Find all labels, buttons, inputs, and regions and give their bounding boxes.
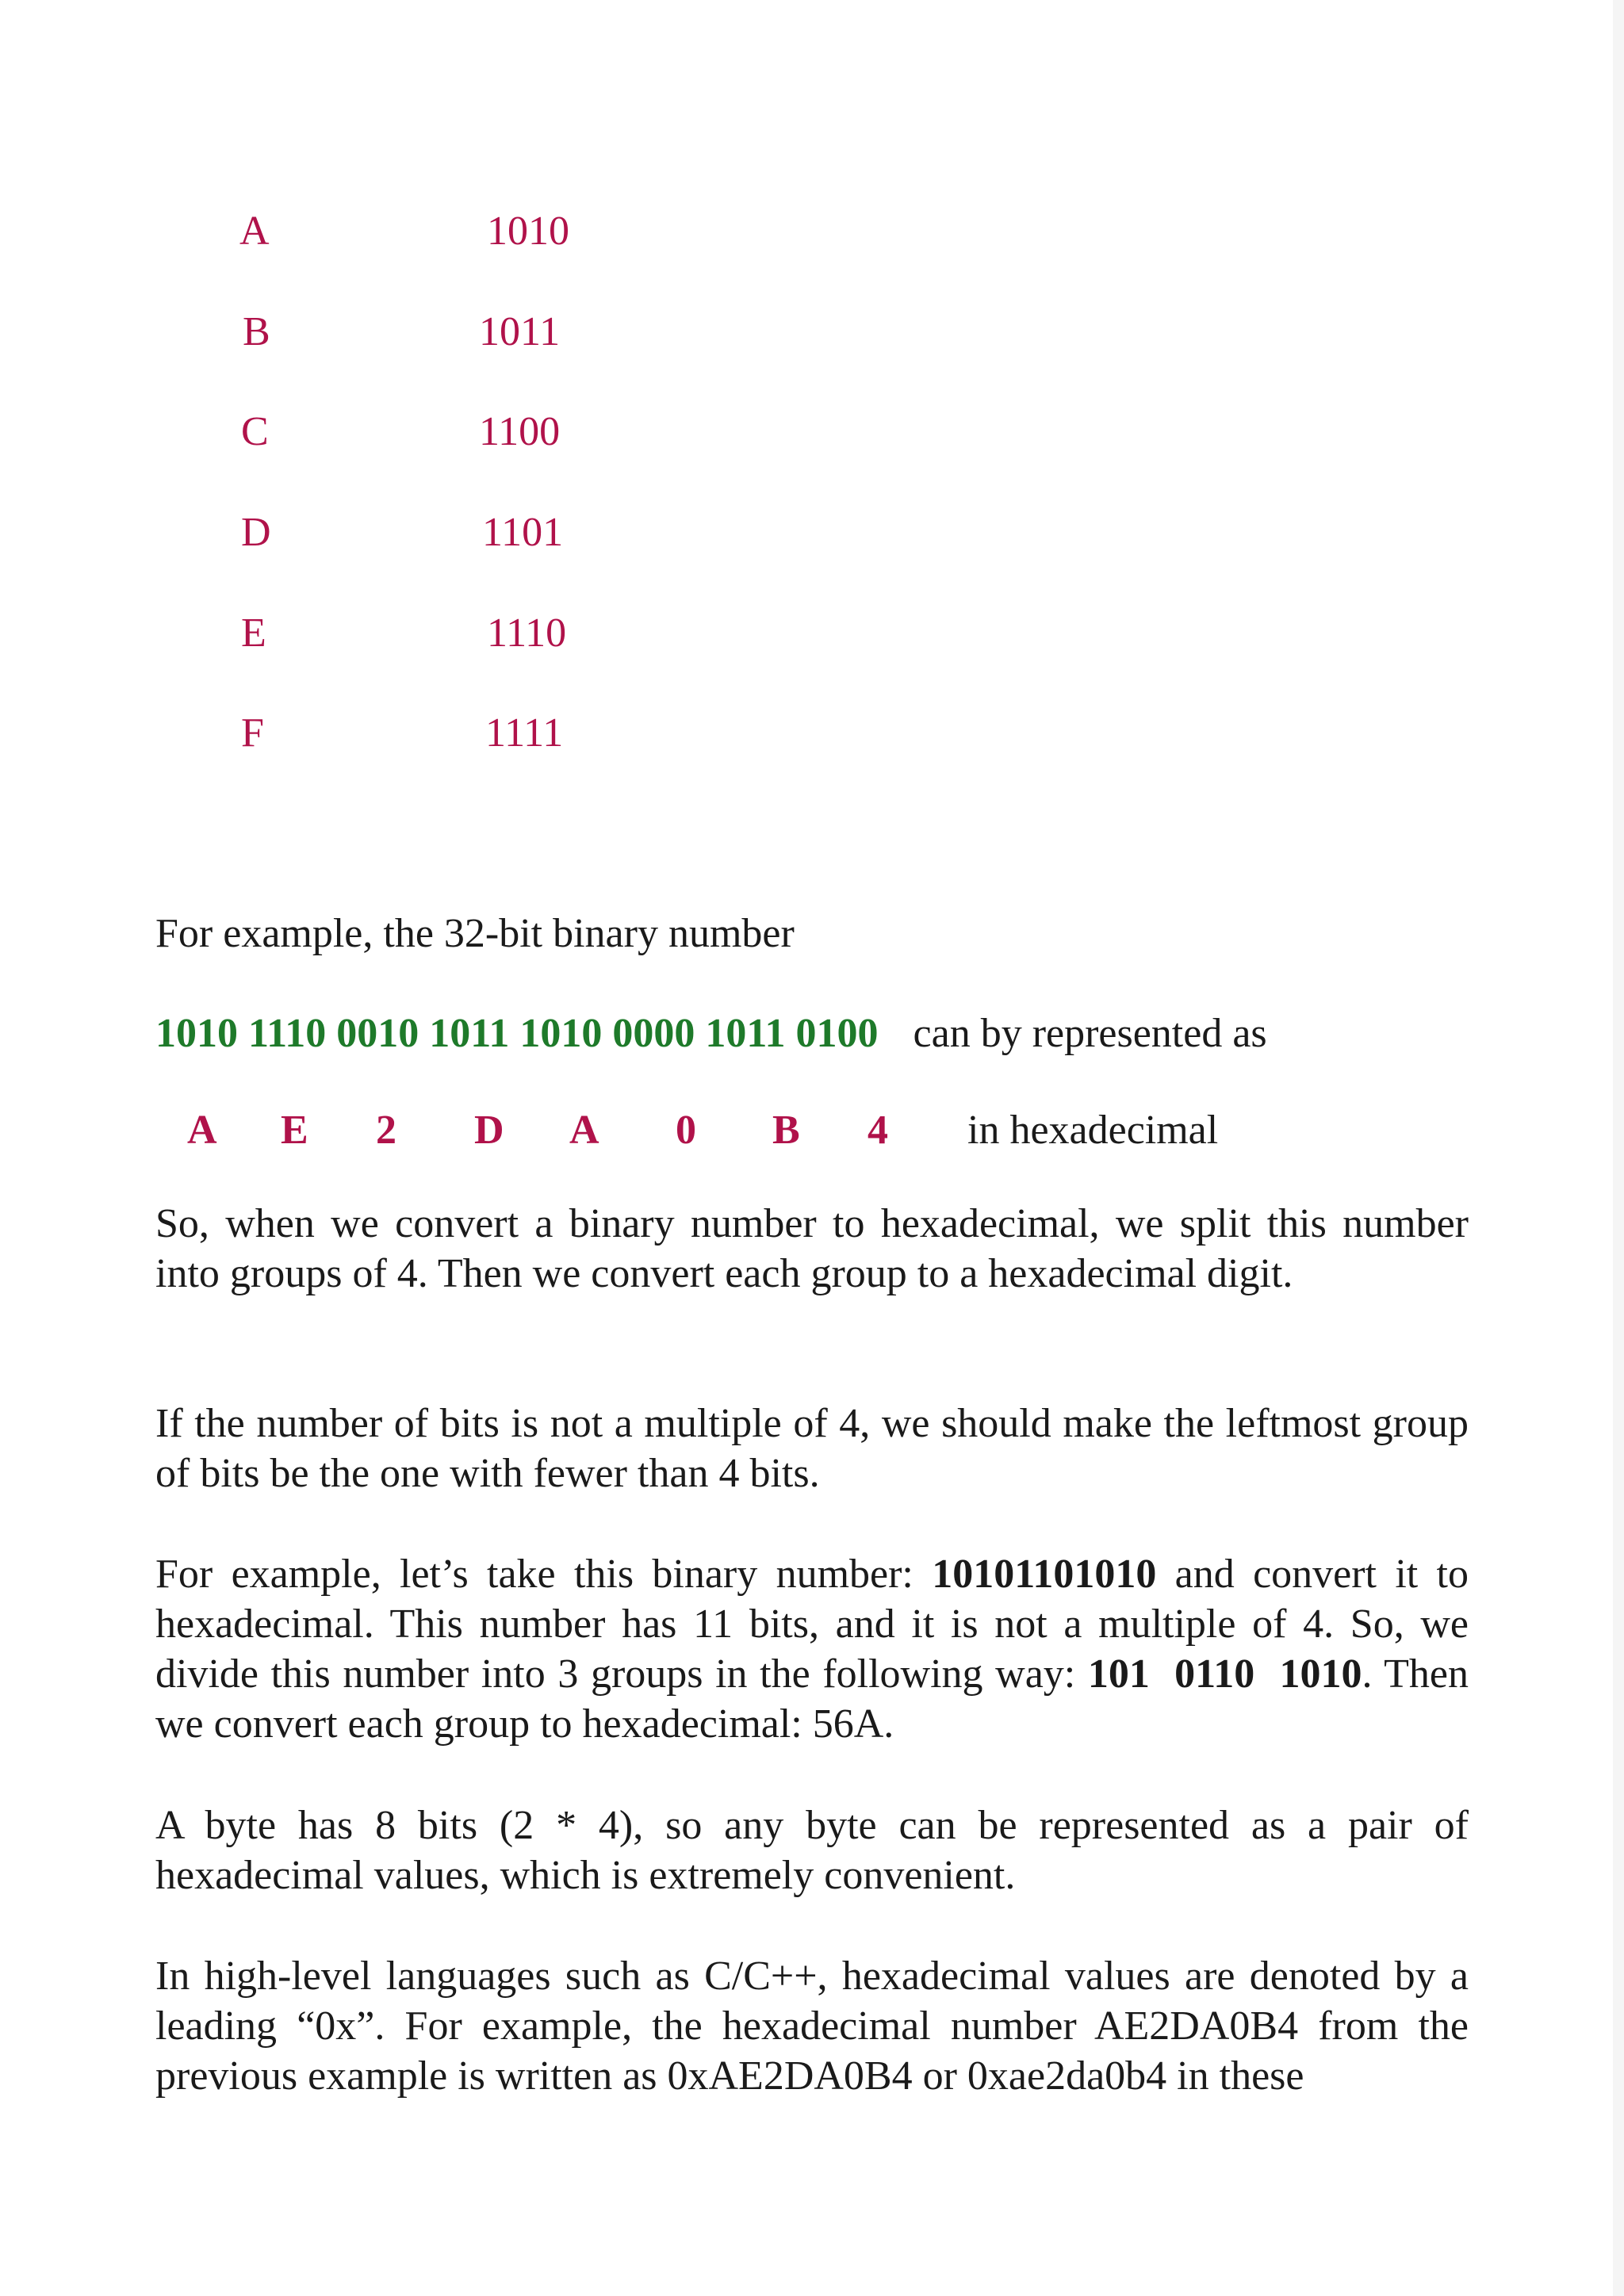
- binary-example-suffix: can by represented as: [913, 1011, 1267, 1056]
- hex-example-digit: A: [569, 1108, 599, 1153]
- hex-digit: C: [241, 409, 269, 454]
- binary-groups-bold: 101 0110 1010: [1087, 1651, 1362, 1697]
- binary-value: 1101: [482, 510, 564, 555]
- table-row: [0, 509, 714, 572]
- binary-example-value: 1010 1110 0010 1011 1010 0000 1011 0100: [155, 1011, 879, 1056]
- hex-example-suffix: in hexadecimal: [967, 1108, 1219, 1153]
- hex-digit: A: [239, 209, 270, 254]
- hex-example-digit: 0: [676, 1108, 696, 1153]
- binary-value: 1100: [479, 409, 561, 454]
- paragraph-eleven-bit-example: [155, 1549, 1469, 1749]
- table-row: [0, 710, 714, 773]
- paragraph-text: and convert it to hexadecimal. This number has 11 bits, and it is not a multiple of 4. So, we divide this number into 3 groups in the following way:: [155, 1552, 1469, 1697]
- table-row: [0, 610, 714, 673]
- paragraph-0x-prefix: In high-level languages such as C/C++, hexadecimal values are denoted by a leading “0x”. For example, the hexadecimal number AE2DA0B4 from the previous example is written as 0xAE2DA0B4 or 0xae2da0b4 in these: [155, 1954, 1469, 2099]
- hex-digit: B: [243, 309, 270, 354]
- binary-number-bold: 10101101010: [932, 1552, 1157, 1597]
- hex-digit: D: [241, 510, 271, 555]
- paragraph-split-groups: So, when we convert a binary number to hexadecimal, we split this number into groups of 4. Then we convert each group to a hexadecimal digit.: [155, 1201, 1469, 1296]
- hex-digit: E: [241, 610, 266, 656]
- hex-example-digit: 4: [868, 1108, 888, 1153]
- hex-digit: F: [241, 710, 264, 756]
- paragraph-text: . Then we convert each group to hexadecimal: 56A.: [155, 1651, 1469, 1747]
- hex-example-digit: D: [474, 1108, 504, 1153]
- hex-example-digit: B: [772, 1108, 800, 1153]
- example-intro: For example, the 32-bit binary number: [155, 911, 795, 956]
- paragraph-byte: A byte has 8 bits (2 * 4), so any byte can be represented as a pair of hexadecimal values, which is extremely convenient.: [155, 1803, 1469, 1898]
- binary-value: 1110: [487, 610, 567, 656]
- hex-example-line: [0, 1107, 1624, 1162]
- table-row: [0, 208, 714, 271]
- paragraph-leftmost-group: If the number of bits is not a multiple of 4, we should make the leftmost group of bits be the one with fewer than 4 bits.: [155, 1401, 1469, 1496]
- hex-example-digit: A: [187, 1108, 217, 1153]
- paragraph-text: For example, let’s take this binary number:: [155, 1552, 933, 1597]
- binary-value: 1010: [487, 209, 569, 254]
- binary-value: 1111: [485, 710, 564, 756]
- binary-value: 1011: [479, 309, 561, 354]
- table-row: [0, 308, 714, 372]
- table-row: [0, 408, 714, 472]
- hex-example-digit: E: [281, 1108, 308, 1153]
- hex-example-digit: 2: [376, 1108, 396, 1153]
- binary-example-line: [155, 1008, 1267, 1058]
